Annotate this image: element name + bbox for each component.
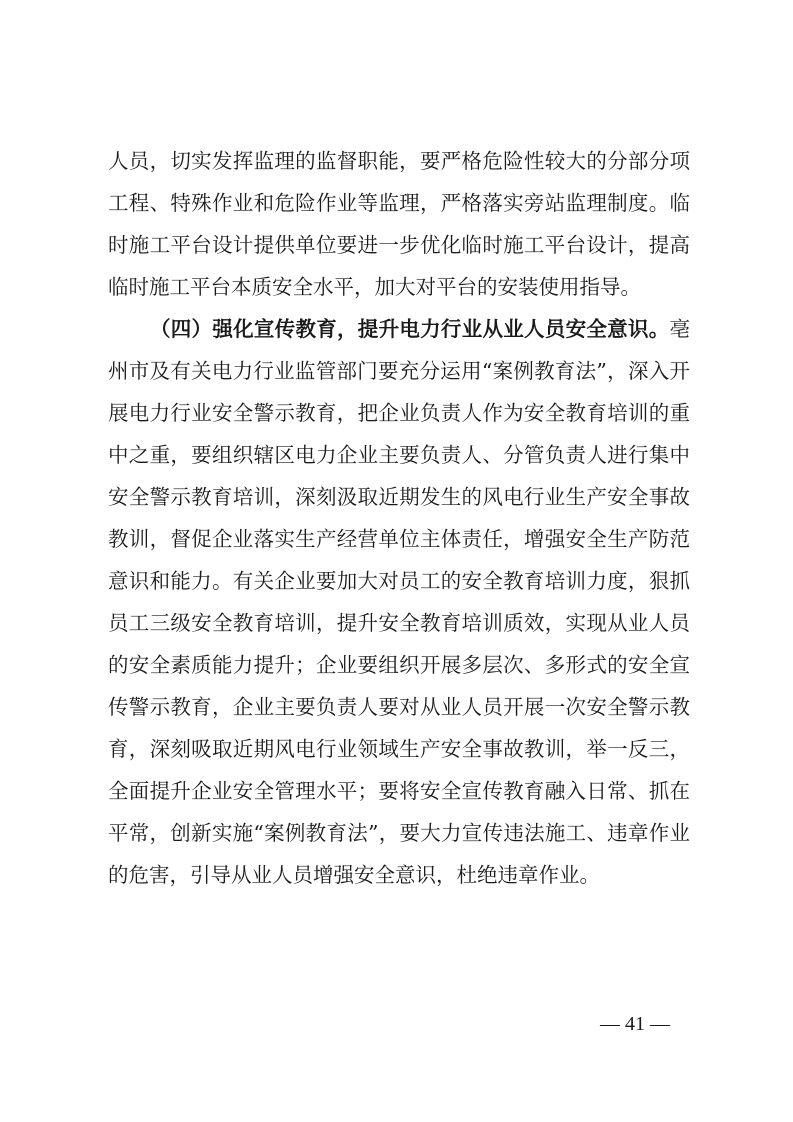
paragraph-line: 意识和能力。有关企业要加大对员工的安全教育培训力度，狠抓	[108, 569, 690, 593]
paragraph-line: 展电力行业安全警示教育，把企业负责人作为安全教育培训的重	[108, 401, 690, 425]
paragraph-line: 平常，创新实施“案例教育法”，要大力宣传违法施工、违章作业	[108, 821, 690, 845]
paragraph-line: 传警示教育，企业主要负责人要对从业人员开展一次安全警示教	[108, 695, 690, 719]
page-number: — 41 —	[600, 1013, 670, 1035]
paragraph-line: 人员，切实发挥监理的监督职能，要严格危险性较大的分部分项	[108, 149, 690, 173]
paragraph-line: 州市及有关电力行业监管部门要充分运用“案例教育法”，深入开	[108, 359, 690, 383]
paragraph-line: 育，深刻吸取近期风电行业领域生产安全事故教训，举一反三，	[108, 737, 690, 761]
paragraph-line: 工程、特殊作业和危险作业等监理，严格落实旁站监理制度。临	[108, 191, 690, 215]
paragraph-line: 教训，督促企业落实生产经营单位主体责任，增强安全生产防范	[108, 527, 690, 551]
section-text-start: 亳	[669, 317, 690, 341]
section-heading: （四）强化宣传教育，提升电力行业从业人员安全意识。	[150, 317, 670, 341]
paragraph-line: 临时施工平台本质安全水平，加大对平台的安装使用指导。	[108, 275, 641, 299]
paragraph-line: 员工三级安全教育培训，提升安全教育培训质效，实现从业人员	[108, 611, 690, 635]
paragraph-line: 全面提升企业安全管理水平；要将安全宣传教育融入日常、抓在	[108, 779, 690, 803]
paragraph-line: 中之重，要组织辖区电力企业主要负责人、分管负责人进行集中	[108, 443, 690, 467]
paragraph-line: 的安全素质能力提升；企业要组织开展多层次、多形式的安全宣	[108, 653, 690, 677]
paragraph-line: 时施工平台设计提供单位要进一步优化临时施工平台设计，提高	[108, 233, 690, 257]
paragraph-line: 的危害，引导从业人员增强安全意识，杜绝违章作业。	[108, 863, 600, 887]
paragraph-line: 安全警示教育培训，深刻汲取近期发生的风电行业生产安全事故	[108, 485, 690, 509]
section-heading-line	[150, 309, 690, 349]
